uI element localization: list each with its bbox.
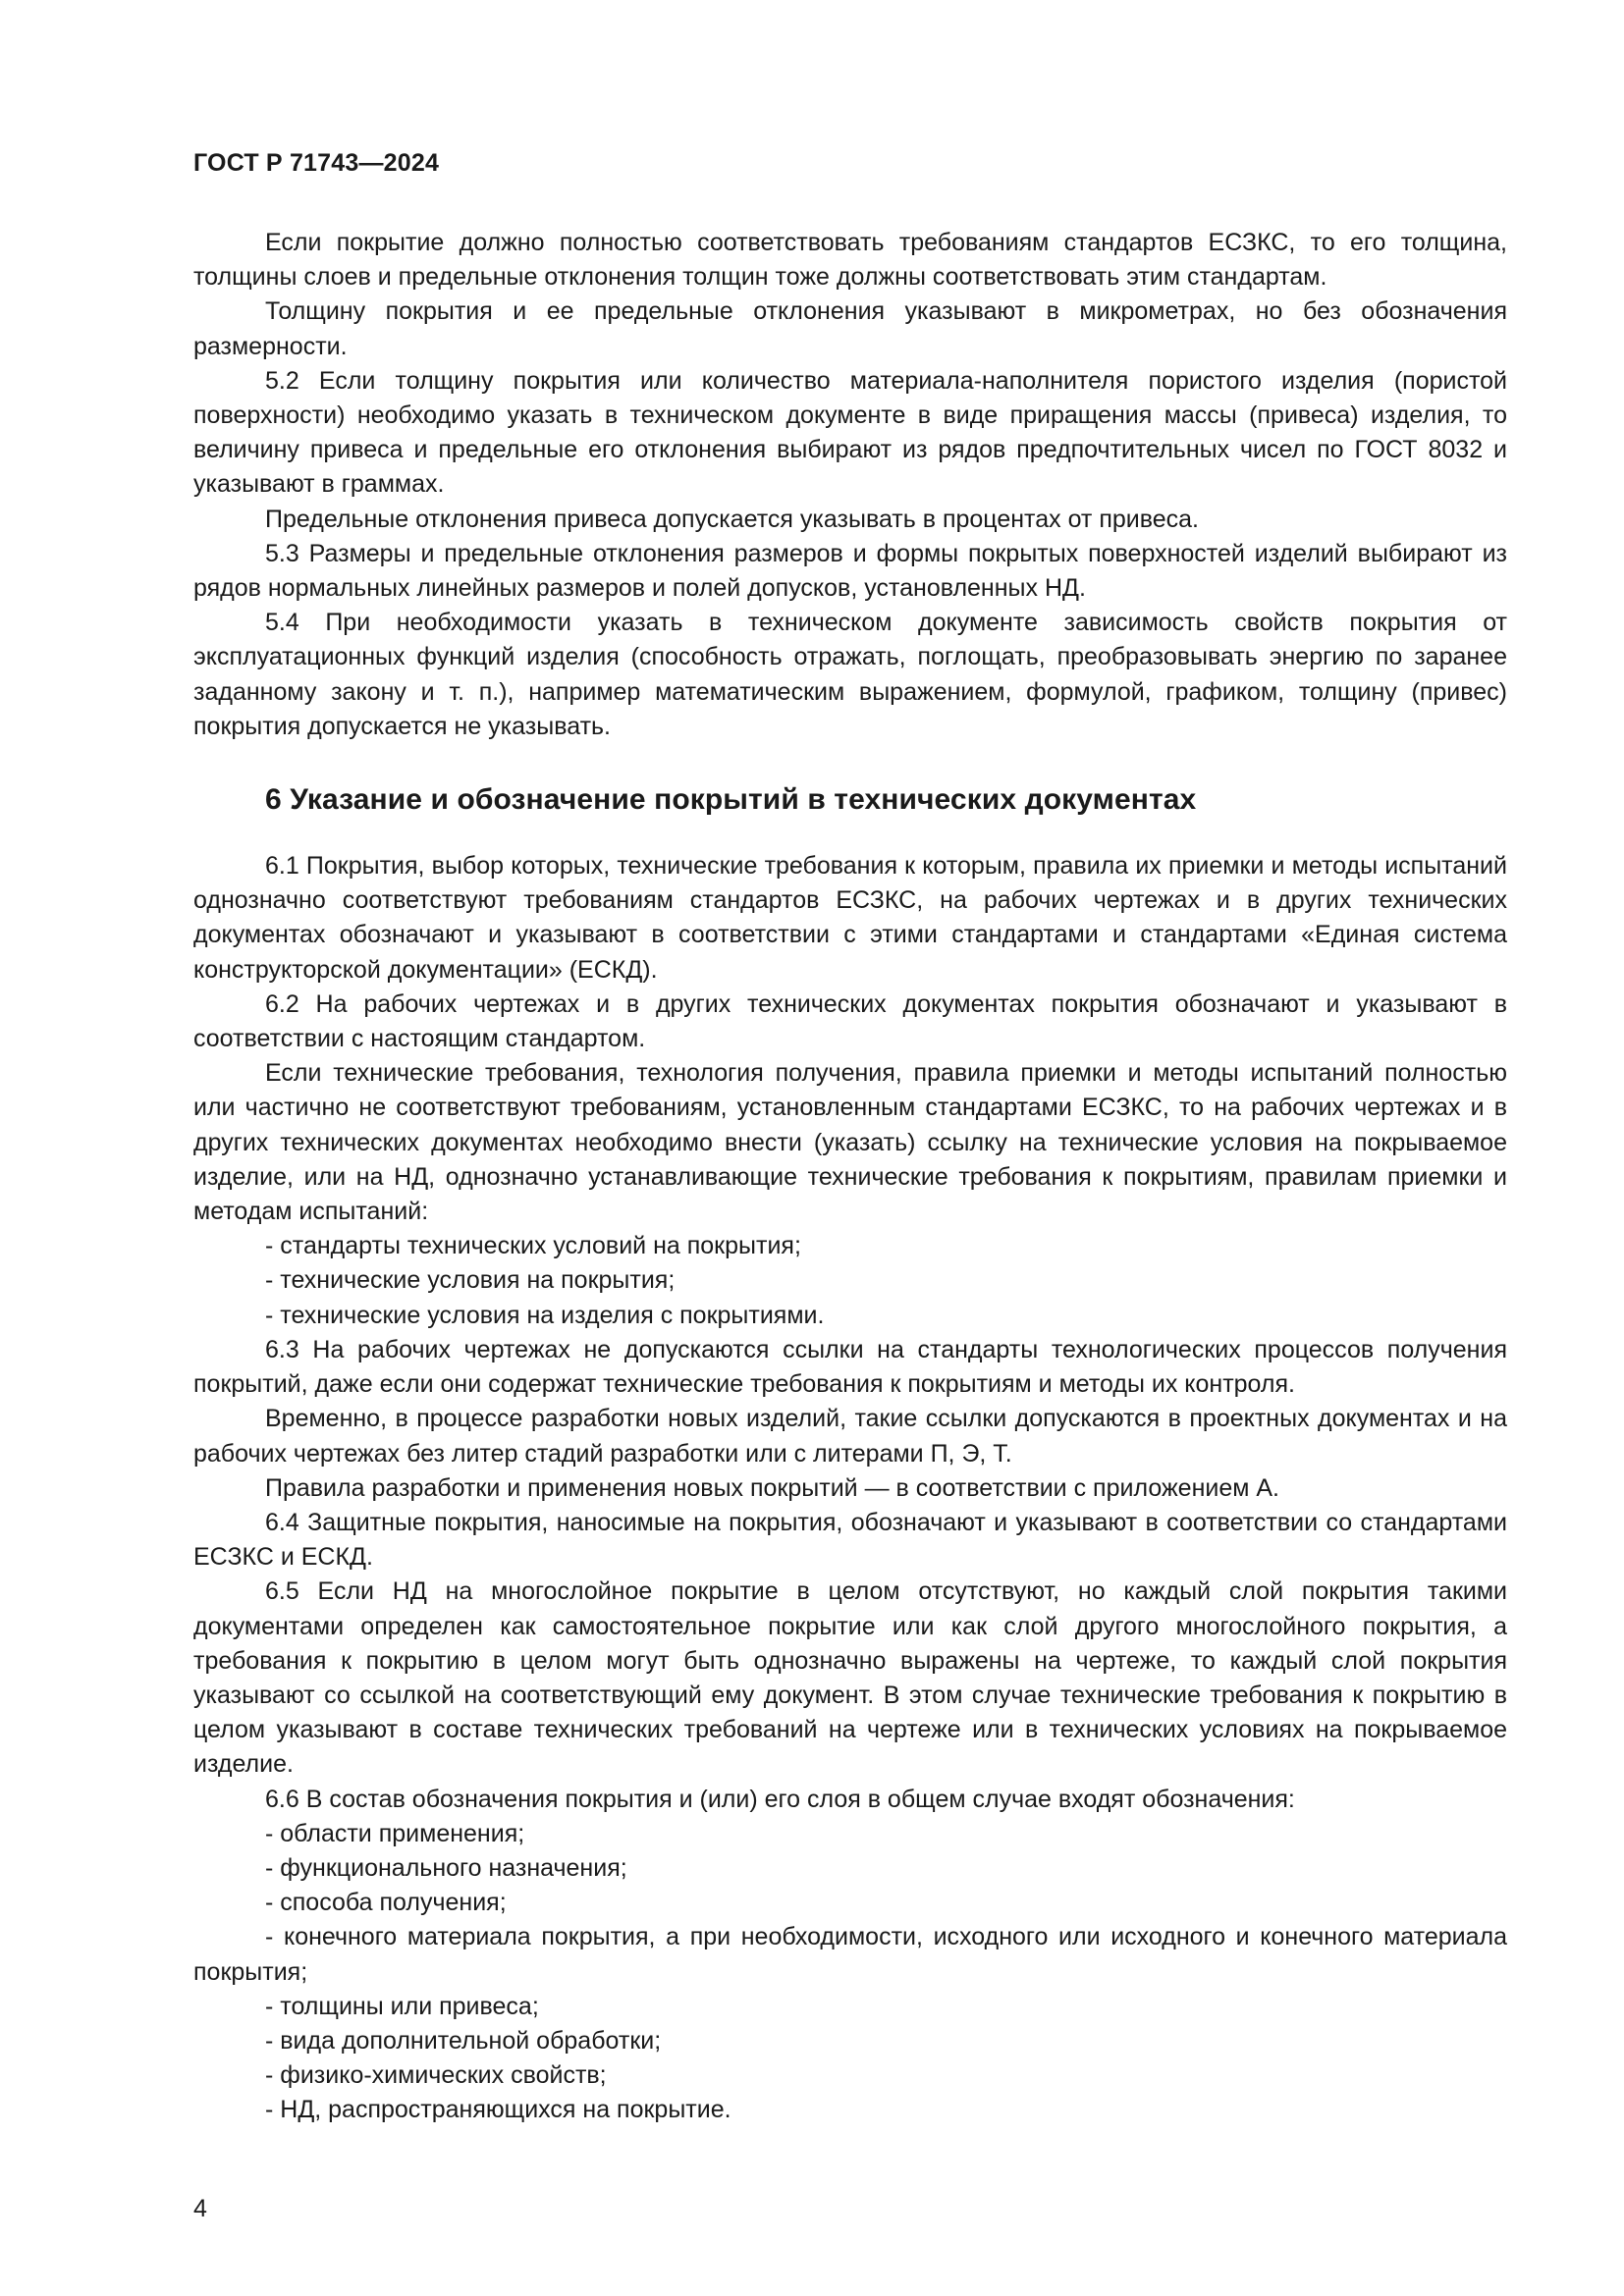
paragraph: Предельные отклонения привеса допускается указывать в процентах от привеса. <box>265 505 1199 533</box>
paragraph: 6.6 В состав обозначения покрытия и (или) его слоя в общем случае входят обозначения: <box>265 1785 1295 1813</box>
paragraph: Временно, в процессе разработки новых изделий, такие ссылки допускаются в проектных документах и на рабочих чертежах без литер стадий разработки или с литерами П, Э, Т. <box>193 1405 1507 1468</box>
list-item: - стандарты технических условий на покрытия; <box>265 1232 801 1260</box>
paragraph: 5.2 Если толщину покрытия или количество материала-наполнителя пористого изделия (пористой поверхности) необходимо указать в техническом документе в виде приращения массы (привеса) изделия, то величину привеса и предельные его отклонения выбирают из рядов предпочтительных чисел по ГОСТ 8032 и указывают в граммах. <box>193 366 1507 499</box>
paragraph: 5.4 При необходимости указать в техническом документе зависимость свойств покрытия от эксплуатационных функций изделия (способность отражать, поглощать, преобразовывать энергию по заранее заданному закону и т. п.), например математическим выражением, формулой, графиком, толщину (привес) покрытия допускается не указывать. <box>193 609 1507 740</box>
paragraph: Правила разработки и применения новых покрытий — в соответствии с приложением А. <box>265 1473 1279 1502</box>
paragraph: 6.2 На рабочих чертежах и в других технических документах покрытия обозначают и указывают в соответствии с настоящим стандартом. <box>193 989 1507 1053</box>
paragraph: 6.4 Защитные покрытия, наносимые на покрытия, обозначают и указывают в соответствии со стандартами ЕСЗКС и ЕСКД. <box>193 1508 1507 1572</box>
list-item: - функционального назначения; <box>265 1853 627 1882</box>
document-body <box>193 226 1507 2128</box>
list-item: - НД, распространяющихся на покрытие. <box>265 2096 731 2124</box>
list-item: - области применения; <box>265 1819 525 1847</box>
paragraph: Толщину покрытия и ее предельные отклонения указывают в микрометрах, но без обозначения размерности. <box>193 297 1507 360</box>
document-header: ГОСТ Р 71743—2024 <box>193 149 440 177</box>
paragraph: Если технические требования, технология получения, правила приемки и методы испытаний полностью или частично не соответствуют требованиям, установленным стандартами ЕСЗКС, то на рабочих чертежах и в других технических документах необходимо внести (указать) ссылку на технические условия на покрываемое изделие, или на НД, однозначно устанавливающие технические требования к покрытиям, правилам приемки и методам испытаний: <box>193 1059 1507 1226</box>
list-item: - конечного материала покрытия, а при необходимости, исходного или исходного и конечного материала покрытия; <box>193 1923 1507 1986</box>
list-item: - способа получения; <box>265 1889 507 1917</box>
paragraph: Если покрытие должно полностью соответствовать требованиям стандартов ЕСЗКС, то его толщина, толщины слоев и предельные отклонения толщин тоже должны соответствовать этим стандартам. <box>193 229 1507 292</box>
list-item: - толщины или привеса; <box>265 1992 539 2020</box>
section-heading: 6 Указание и обозначение покрытий в технических документах <box>265 783 1197 817</box>
list-item: - физико-химических свойств; <box>265 2061 607 2090</box>
paragraph: 6.1 Покрытия, выбор которых, технические требования к которым, правила их приемки и методы испытаний однозначно соответствуют требованиям стандартов ЕСЗКС, на рабочих чертежах и в других технических документах обозначают и указывают в соответствии с этими стандартами и стандартами «Единая система конструкторской документации» (ЕСКД). <box>193 852 1507 984</box>
paragraph: 6.3 На рабочих чертежах не допускаются ссылки на стандарты технологических процессов получения покрытий, даже если они содержат технические требования к покрытиям и методы их контроля. <box>193 1335 1507 1399</box>
list-item: - технические условия на покрытия; <box>265 1266 676 1295</box>
page-number: 4 <box>193 2195 207 2222</box>
paragraph: 6.5 Если НД на многослойное покрытие в целом отсутствуют, но каждый слой покрытия такими документами определен как самостоятельное покрытие или как слой другого многослойного покрытия, а требования к покрытию в целом могут быть однозначно выражены на чертеже, то каждый слой покрытия указывают со ссылкой на соответствующий ему документ. В этом случае технические требования к покрытию в целом указывают в составе технических требований на чертеже или в технических условиях на покрываемое изделие. <box>193 1577 1507 1779</box>
list-item: - вида дополнительной обработки; <box>265 2026 662 2055</box>
list-item: - технические условия на изделия с покрытиями. <box>265 1301 825 1329</box>
paragraph: 5.3 Размеры и предельные отклонения размеров и формы покрытых поверхностей изделий выбирают из рядов нормальных линейных размеров и полей допусков, установленных НД. <box>193 539 1507 603</box>
